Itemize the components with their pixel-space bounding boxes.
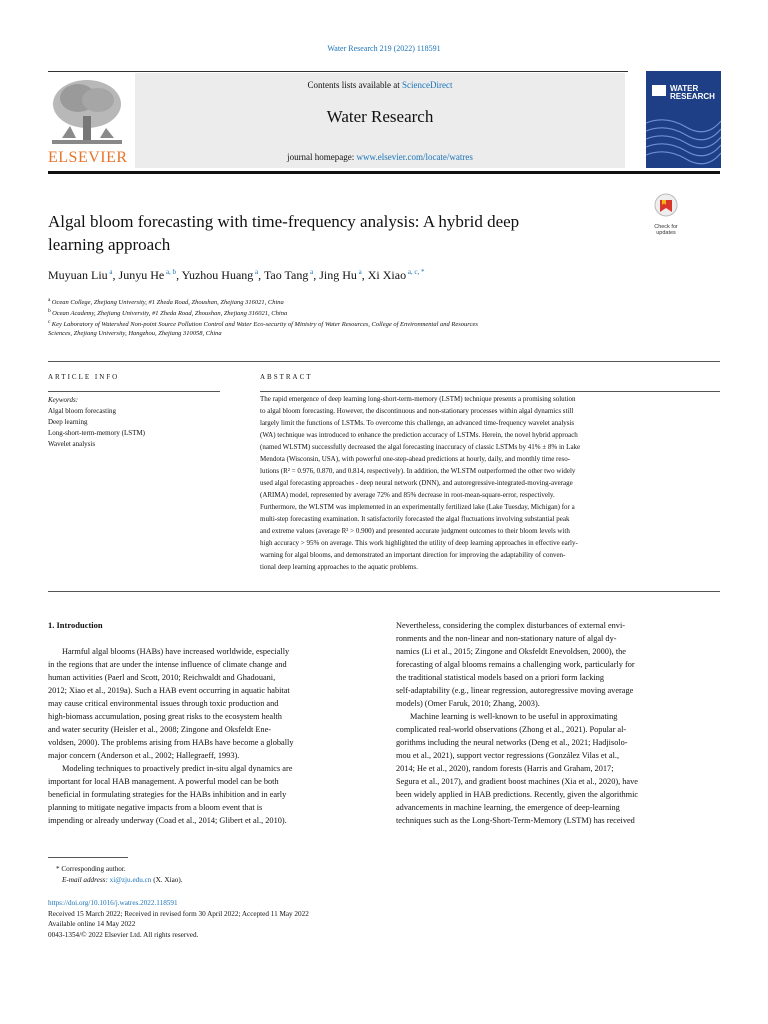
abstract-end-rule bbox=[48, 591, 720, 592]
body-text-line: techniques such as the Long-Short-Term-Memory (LSTM) has received bbox=[396, 816, 635, 825]
article-info-heading: ARTICLE INFO bbox=[48, 373, 120, 381]
email-link[interactable]: xi@zju.edu.cn bbox=[109, 875, 152, 884]
author-affiliation-mark[interactable]: a bbox=[308, 268, 314, 276]
footnotes: * Corresponding author. E-mail address: xi@zju.edu.cn (X. Xiao). bbox=[56, 865, 183, 884]
body-text-line: Harmful algal blooms (HABs) have increased worldwide, especially bbox=[62, 647, 290, 656]
affiliation-line: $^a$ Ocean College, Zhejiang University, #1 Zheda Road, Zhoushan, Zhejiang 316021, China bbox=[48, 297, 284, 307]
affiliation-line: $^b$ Ocean Academy, Zhejiang University, #1 Zheda Road, Zhoushan, Zhejiang 316021, China bbox=[48, 308, 288, 318]
body-text-line: mou et al., 2021), support vector regressions (González Vilas et al., bbox=[396, 751, 620, 760]
body-text-line: Segura et al., 2017), and gradient boost machines (Xia et al., 2020), have bbox=[396, 777, 638, 786]
abstract-line: tional deep learning approaches to the aquatic problems. bbox=[260, 563, 418, 571]
abstract-line: multi-step forecasting examination. It satisfactorily forecasted the algal fluctuations involving substantial peak bbox=[260, 515, 570, 523]
article-info-rule bbox=[48, 391, 220, 392]
elsevier-tree-logo bbox=[48, 76, 126, 150]
abstract-line: and extreme values (average R² > 0.900) and presented accurate judgment outcomes to their bloom levels with bbox=[260, 527, 570, 535]
body-text-line: the traditional statistical models based on a priori form lacking bbox=[396, 673, 605, 682]
sciencedirect-link[interactable]: ScienceDirect bbox=[402, 80, 453, 90]
author-name[interactable]: Jing Hu bbox=[319, 268, 357, 282]
journal-citation[interactable]: Water Research 219 (2022) 118591 bbox=[327, 44, 441, 53]
body-text-line: important for local HAB management. A powerful model can be both bbox=[48, 777, 279, 786]
author-affiliation-mark[interactable]: a, c, * bbox=[406, 268, 425, 276]
author-name[interactable]: Yuzhou Huang bbox=[181, 268, 254, 282]
body-text-line: voldsen, 2000). The problems arising from HABs have become a globally bbox=[48, 738, 294, 747]
journal-name: Water Research bbox=[326, 107, 434, 126]
abstract-rule bbox=[260, 391, 720, 392]
intro-right-column bbox=[396, 619, 720, 827]
article-title: Algal bloom forecasting with time-frequency analysis: A hybrid deep learning approach bbox=[48, 212, 520, 254]
body-text-line: Machine learning is well-known to be useful in approximating bbox=[410, 712, 618, 721]
body-text-line: advancements in machine learning, the emergence of deep-learning bbox=[396, 803, 620, 812]
abstract-line: (named WLSTM) successfully decreased the algal forecasting inaccuracy of classic LSTMs by 41% ± 8% in Lake bbox=[260, 443, 581, 451]
doi-link[interactable]: https://doi.org/10.1016/j.watres.2022.118591 bbox=[48, 899, 178, 907]
journal-cover[interactable] bbox=[646, 71, 721, 168]
author-affiliation-mark[interactable]: a bbox=[107, 268, 113, 276]
body-text-line: been widely applied in HAB predictions. Recently, given the algorithmic bbox=[396, 790, 639, 799]
author-list: Muyuan Liu $^a$, Junyu He $^{a, b}$, Yuzhou Huang $^a$, Tao Tang $^a$, Jing Hu $^a$, Xi Xiao $^{a, c, *}$ bbox=[48, 268, 425, 282]
abstract-text bbox=[260, 393, 720, 573]
elsevier-wordmark: ELSEVIER bbox=[48, 149, 128, 166]
keyword-item: Deep learning bbox=[48, 418, 88, 426]
footnote-rule bbox=[48, 857, 128, 858]
abstract-line: lutions (R² = 0.976, 0.870, and 0.814, respectively). In addition, the WLSTM outperformed the other two widely bbox=[260, 467, 576, 475]
intro-heading: 1. Introduction bbox=[48, 620, 103, 630]
abstract-line: high accuracy > 95% on average. This work highlighted the utility of deep learning approaches in effective early- bbox=[260, 539, 578, 547]
abstract-line: to algal bloom forecasting. However, the discontinuous and non-stationary processes within algal dynamics still bbox=[260, 407, 574, 415]
contents-line: Contents lists available at ScienceDirect bbox=[307, 80, 453, 90]
body-text-line: planning to mitigate negative impacts from a bloom event that is bbox=[48, 803, 263, 812]
body-text-line: ronments and the non-linear and non-stationary nature of algal dy- bbox=[396, 634, 617, 643]
affiliations bbox=[48, 296, 668, 338]
body-text-line: self-adaptability (e.g., linear regression, autoregressive moving average bbox=[396, 686, 634, 695]
abstract-line: Furthermore, the WLSTM was implemented in an experimentally fertilized lake (Lake Tuesday, Michigan) for a bbox=[260, 503, 575, 511]
intro-left-column bbox=[48, 645, 370, 827]
body-text-line: beneficial in formulating strategies for the HABs inhibition and in early bbox=[48, 790, 287, 799]
author-name[interactable]: Tao Tang bbox=[263, 268, 309, 282]
keyword-item: Long-short-term-memory (LSTM) bbox=[48, 429, 146, 437]
affiliation-line: Sciences, Zhejiang University, Hangzhou, Zhejiang 310058, China bbox=[48, 330, 222, 338]
abstract-line: The rapid emergence of deep learning long-short-term-memory (LSTM) technique presents a promising solution bbox=[260, 395, 576, 403]
abstract-line: (ARIMA) model, represented by average 72% and 85% decrease in root-mean-square-error, respectively. bbox=[260, 491, 555, 499]
author-affiliation-mark[interactable]: a, b bbox=[164, 268, 177, 276]
body-text-line: high-biomass accumulation, posing great risks to the ecosystem health bbox=[48, 712, 282, 721]
header-top-rule bbox=[48, 71, 628, 72]
cover-title-1: WATER bbox=[670, 84, 699, 93]
header-bottom-rule bbox=[48, 171, 720, 174]
cover-title-2: RESEARCH bbox=[670, 92, 715, 101]
keywords-block: Keywords: Algal bloom forecasting Deep learning Long-short-term-memory (LSTM) Wavelet analysis bbox=[48, 396, 146, 448]
affiliation-line: $^c$ Key Laboratory of Watershed Non-point Source Pollution Control and Water Eco-security of Ministry of Water Resources, College of Environmental and Resources bbox=[48, 319, 478, 329]
author-name[interactable]: Xi Xiao bbox=[367, 268, 407, 282]
body-text-line: namics (Li et al., 2015; Zingone and Oksfeldt Enevoldsen, 2000), the bbox=[396, 647, 626, 656]
author-affiliation-mark[interactable]: a bbox=[253, 268, 259, 276]
abstract-line: largely limit the functions of LSTMs. To overcome this challenge, an advanced time-frequency wavelet analysis bbox=[260, 419, 575, 427]
body-text-line: may cause critical environmental issues through toxic production and bbox=[48, 699, 279, 708]
body-text-line: major concern (Anderson et al., 2002; Hallegraeff, 1993). bbox=[48, 751, 240, 760]
author-affiliation-mark[interactable]: a bbox=[356, 268, 362, 276]
section-rule bbox=[48, 361, 720, 362]
keyword-item: Wavelet analysis bbox=[48, 440, 96, 448]
body-text-line: models) (Omer Faruk, 2010; Zhang, 2003). bbox=[396, 699, 540, 708]
body-text-line: in the regions that are under the intense influence of climate change and bbox=[48, 660, 287, 669]
body-text-line: human activities (Paerl and Scott, 2010; Reichwaldt and Ghadouani, bbox=[48, 673, 276, 682]
body-text-line: forecasting of algal blooms remains a challenging work, particularly for bbox=[396, 660, 635, 669]
abstract-heading: ABSTRACT bbox=[260, 373, 313, 381]
homepage-line: journal homepage: www.elsevier.com/locate/watres bbox=[287, 152, 473, 162]
abstract-line: used algal forecasting approaches - deep neural network (DNN), and autoregressive-integrated-moving-average bbox=[260, 479, 573, 487]
keyword-item: Algal bloom forecasting bbox=[48, 407, 117, 415]
body-text-line: complicated real-world observations (Zhong et al., 2021). Popular al- bbox=[396, 725, 627, 734]
author-name[interactable]: Junyu He bbox=[118, 268, 165, 282]
body-text-line: impending or already underway (Coad et al., 2014; Glibert et al., 2010). bbox=[48, 816, 287, 825]
body-text-line: and water security (Heisler et al., 2008; Zingone and Oksfeldt Ene- bbox=[48, 725, 272, 734]
homepage-link[interactable]: www.elsevier.com/locate/watres bbox=[356, 152, 473, 162]
body-text-line: Modeling techniques to proactively predict in-situ algal dynamics are bbox=[62, 764, 293, 773]
publication-info: https://doi.org/10.1016/j.watres.2022.118591 Received 15 March 2022; Received in revised form 30 April 2022; Accepted 11 May 2022 Available online 14 May 2022 0043-1354/© 2022 Elsevier Ltd. All rights reserved. bbox=[48, 899, 309, 939]
body-text-line: Nevertheless, considering the complex disturbances of external envi- bbox=[396, 621, 626, 630]
abstract-line: Mendota (Wisconsin, USA), with powerful one-step-ahead predictions at hourly, daily, and monthly time reso- bbox=[260, 455, 571, 463]
abstract-line: warning for algal blooms, and demonstrated an important direction for improving the adaptability of conven- bbox=[260, 551, 566, 559]
check-updates-icon bbox=[646, 193, 686, 219]
check-for-updates-badge[interactable]: Check for updates bbox=[646, 193, 686, 233]
body-text-line: 2014; He et al., 2020), random forests (Harris and Graham, 2017; bbox=[396, 764, 614, 773]
body-text-line: gorithms including the neural networks (Deng et al., 2021; Hadjisolo- bbox=[396, 738, 628, 747]
body-text-line: 2012; Xiao et al., 2019a). Such a HAB event occurring in aquatic habitat bbox=[48, 686, 290, 695]
abstract-line: (WA) technique was introduced to enhance the prediction accuracy of LSTMs. Herein, the novel hybrid approach bbox=[260, 431, 578, 439]
author-name[interactable]: Muyuan Liu bbox=[48, 268, 108, 282]
